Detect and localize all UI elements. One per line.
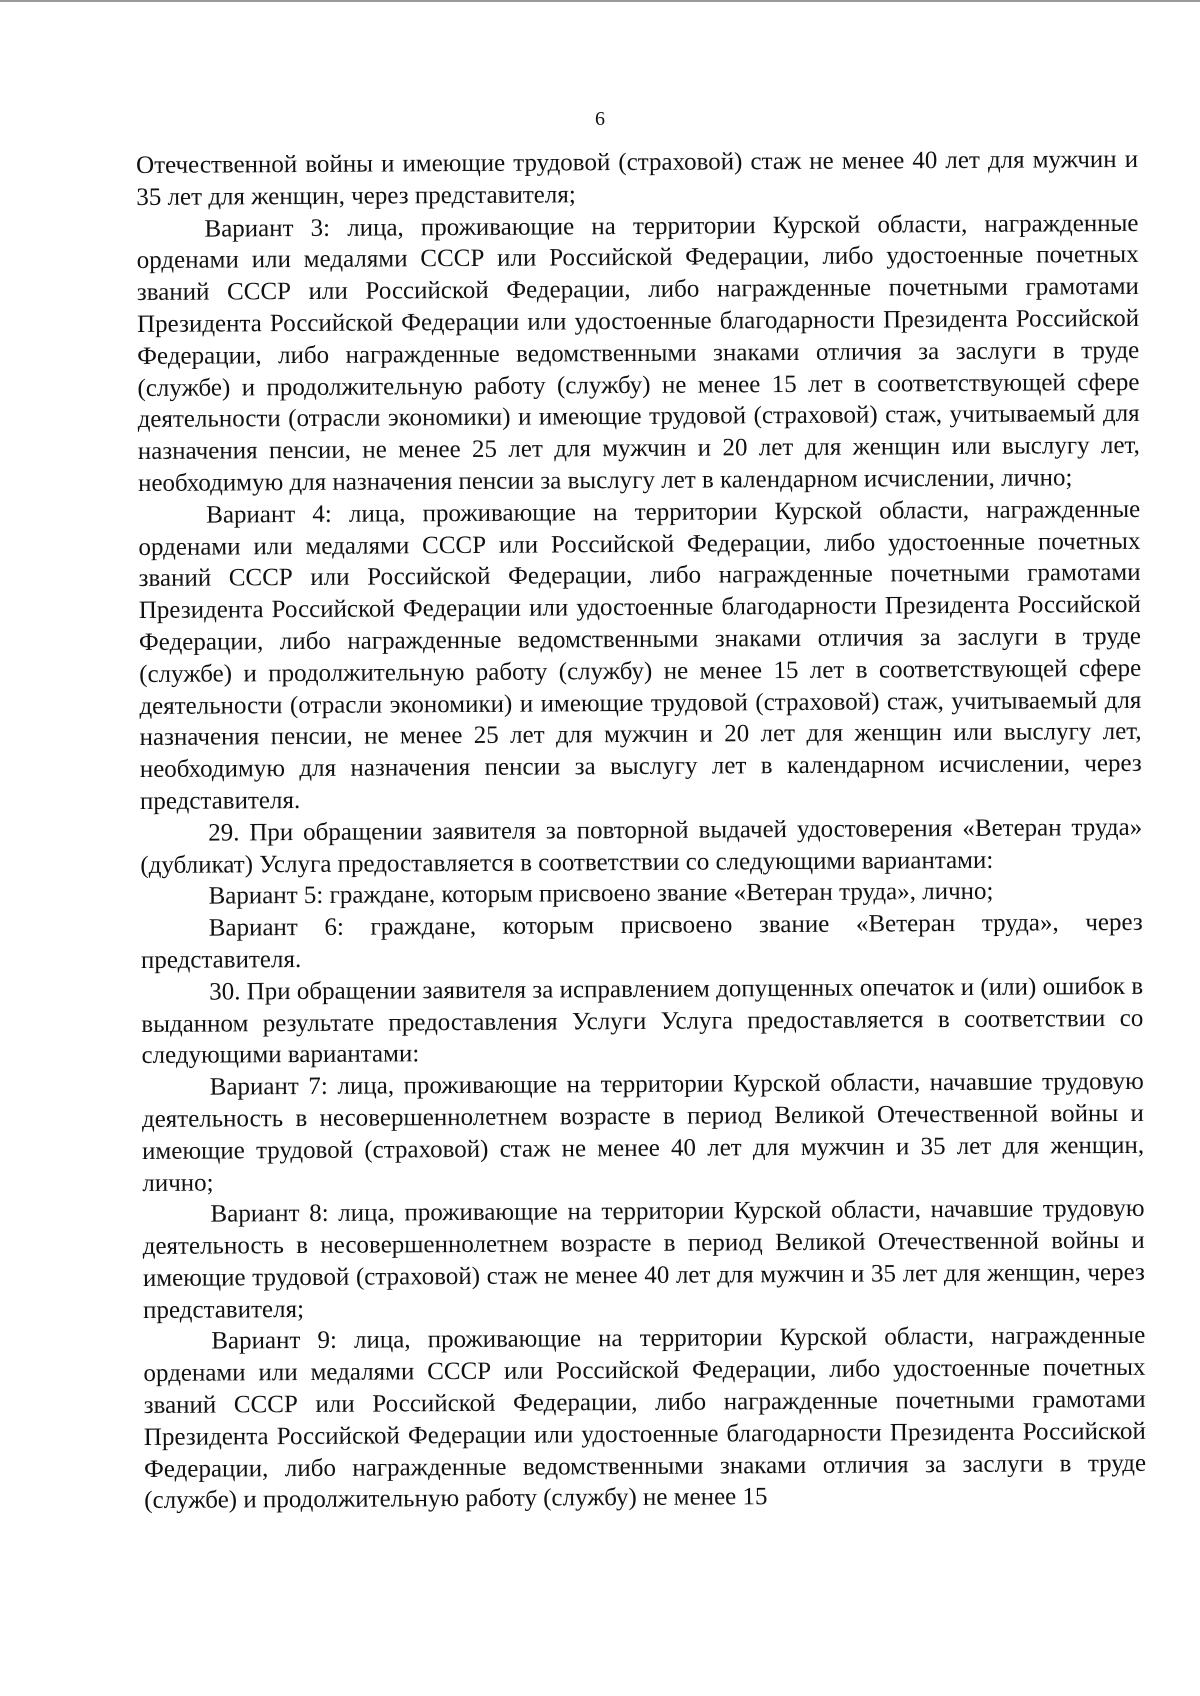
paragraph-continuation: Отечественной войны и имеющие трудовой (страховой) стаж не менее 40 лет для мужчин и 35 лет для женщин, через представителя; — [136, 145, 1139, 211]
scan-top-edge — [0, 0, 1200, 2]
paragraph-item-30: 30. При обращении заявителя за исправлением допущенных опечаток и (или) ошибок в выданном результате предоставления Услуги Услуга предоставляется в соответствии со следующими вариантами: — [141, 972, 1144, 1070]
paragraph-variant-6: Вариант 6: граждане, которым присвоено звание «Ветеран труда», через представителя. — [140, 908, 1143, 974]
paragraph-variant-4: Вариант 4: лица, проживающие на территории Курской области, награжденные орденами или медалями СССР или Российской Федерации, либо удостоенные почетных званий СССР или Российской Федерации, либо награжденные почетными грамотами Президента Российской Федерации или удостоенные благодарности Президента Российской Федерации, либо награжденные ведомственными знаками отличия за заслуги в труде (службе) и продолжительную работу (службу) не менее 15 лет в соответствующей сфере деятельности (отрасли экономики) и имеющие трудовой (страховой) стаж, учитываемый для назначения пенсии, не менее 25 лет для мужчин и 20 лет для женщин или выслугу лет, необходимую для назначения пенсии за выслугу лет в календарном исчислении, через представителя. — [138, 495, 1142, 815]
paragraph-variant-7: Вариант 7: лица, проживающие на территории Курской области, начавшие трудовую деятельность в несовершеннолетнем возрасте в период Великой Отечественной войны и имеющие трудовой (страховой) стаж не менее 40 лет для мужчин и 35 лет для женщин, лично; — [141, 1067, 1145, 1197]
page-number: 6 — [595, 108, 605, 130]
paragraph-variant-9: Вариант 9: лица, проживающие на территории Курской области, награжденные орденами или медалями СССР или Российской Федерации, либо удостоенные почетных званий СССР или Российской Федерации, либо награжденные почетными грамотами Президента Российской Федерации или удостоенные благодарности Президента Российской Федерации, либо награжденные ведомственными знаками отличия за заслуги в труде (службе) и продолжительную работу (службу) не менее 15 — [143, 1322, 1147, 1515]
document-body — [136, 144, 1146, 1517]
paragraph-variant-3: Вариант 3: лица, проживающие на территории Курской области, награжденные орденами или медалями СССР или Российской Федерации, либо удостоенные почетных званий СССР или Российской Федерации, либо награжденные почетными грамотами Президента Российской Федерации или удостоенные благодарности Президента Российской Федерации, либо награжденные ведомственными знаками отличия за заслуги в труде (службе) и продолжительную работу (службу) не менее 15 лет в соответствующей сфере деятельности (отрасли экономики) и имеющие трудовой (страховой) стаж, учитываемый для назначения пенсии, не менее 25 лет для мужчин и 20 лет для женщин или выслугу лет, необходимую для назначения пенсии за выслугу лет в календарном исчислении, лично; — [136, 209, 1140, 497]
paragraph-variant-8: Вариант 8: лица, проживающие на территории Курской области, начавшие трудовую деятельность в несовершеннолетнем возрасте в период Великой Отечественной войны и имеющие трудовой (страховой) стаж не менее 40 лет для мужчин и 35 лет для женщин, через представителя; — [142, 1195, 1145, 1324]
paragraph-item-29: 29. При обращении заявителя за повторной выдачей удостоверения «Ветеран труда» (дубликат) Услуга предоставляется в соответствии со следующими вариантами: — [140, 813, 1143, 879]
paragraph-variant-5: Вариант 5: граждане, которым присвоено звание «Ветеран труда», лично; — [208, 878, 994, 910]
